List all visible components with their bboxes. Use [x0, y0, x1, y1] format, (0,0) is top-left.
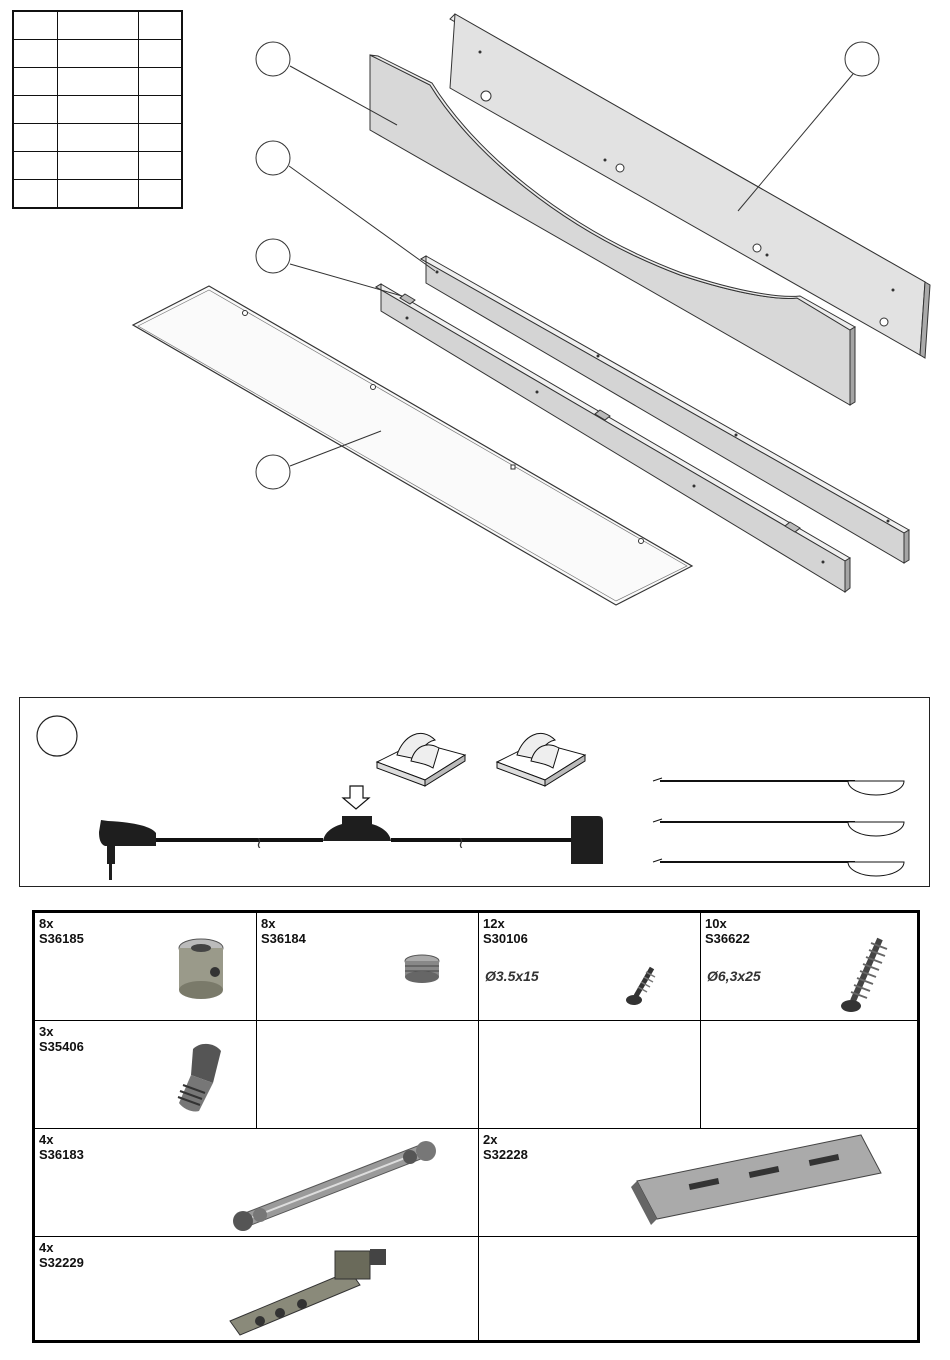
hardware-code: S32229 — [39, 1255, 84, 1270]
metal-bracket-icon — [629, 1131, 899, 1231]
hardware-cell — [479, 1021, 701, 1129]
hardware-code: S36183 — [39, 1147, 84, 1162]
hardware-qty: 8x — [261, 916, 276, 931]
hardware-qty: 2x — [483, 1132, 498, 1147]
hardware-qty: 10x — [705, 916, 727, 931]
hardware-cell — [701, 913, 917, 1021]
hardware-label — [39, 1240, 84, 1270]
hardware-code: S35406 — [39, 1039, 84, 1054]
hardware-label — [483, 1132, 528, 1162]
hardware-label — [483, 916, 528, 946]
hardware-cell — [35, 1129, 479, 1237]
hardware-code: S36622 — [705, 931, 750, 946]
hardware-code: S30106 — [483, 931, 528, 946]
led-kit-drawing — [20, 698, 931, 888]
hardware-cell — [35, 1021, 257, 1129]
hardware-qty: 4x — [39, 1240, 54, 1255]
hardware-label — [39, 916, 84, 946]
hardware-qty: 3x — [39, 1024, 54, 1039]
switch-icon — [323, 786, 391, 841]
cable-clip-icon — [377, 733, 465, 786]
led-callout-circle — [37, 716, 77, 756]
hardware-qty: 12x — [483, 916, 505, 931]
hardware-cell — [257, 1021, 479, 1129]
hardware-cell — [257, 913, 479, 1021]
hardware-cell — [479, 1237, 917, 1340]
hardware-cell — [35, 1237, 479, 1340]
hardware-cell — [479, 913, 701, 1021]
panels-exploded-drawing — [0, 0, 950, 660]
led-kit-panel — [19, 697, 930, 887]
hardware-label — [261, 916, 306, 946]
led-light-icon — [653, 819, 904, 836]
long-screw-icon — [835, 933, 895, 1017]
hardware-code: S36184 — [261, 931, 306, 946]
hardware-label — [705, 916, 750, 946]
cable-clip-icon — [497, 733, 585, 786]
led-light-icon — [653, 859, 904, 876]
power-adapter-icon — [99, 820, 156, 880]
led-light-icon — [653, 778, 904, 795]
hardware-label — [39, 1024, 84, 1054]
distributor-icon — [571, 816, 603, 864]
hardware-qty: 4x — [39, 1132, 54, 1147]
svg-text:≀: ≀ — [256, 833, 262, 852]
hardware-cell — [35, 913, 257, 1021]
threaded-insert-icon — [402, 953, 442, 987]
hinge-plate-icon — [220, 1241, 400, 1341]
hardware-code: S32228 — [483, 1147, 528, 1162]
hardware-code: S36185 — [39, 931, 84, 946]
hardware-size: Ø3.5x15 — [485, 968, 539, 984]
cross-dowel-nut-icon — [173, 936, 233, 1002]
hardware-label — [39, 1132, 84, 1162]
short-screw-icon — [622, 962, 662, 1008]
hardware-cell — [479, 1129, 917, 1237]
threaded-bolt-icon — [153, 1035, 233, 1115]
svg-text:≀: ≀ — [458, 833, 464, 852]
hardware-grid — [32, 910, 920, 1343]
connecting-bolt-icon — [210, 1135, 445, 1237]
hardware-qty: 8x — [39, 916, 54, 931]
hardware-size: Ø6,3x25 — [707, 968, 761, 984]
hardware-cell — [701, 1021, 917, 1129]
